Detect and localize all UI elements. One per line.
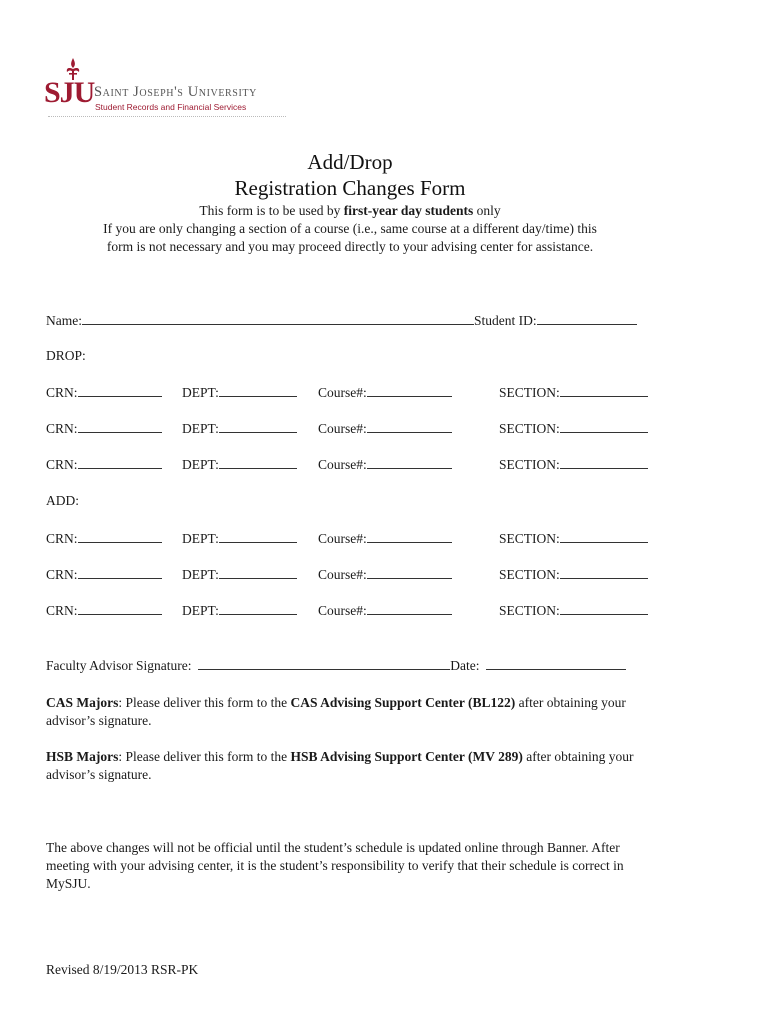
name-row xyxy=(46,312,637,329)
add-row xyxy=(46,602,162,619)
signature-field[interactable] xyxy=(198,657,450,670)
section-field[interactable] xyxy=(560,420,648,433)
add-row xyxy=(318,566,452,583)
course-label: Course#: xyxy=(318,531,367,546)
intro-emphasis: first-year day students xyxy=(343,203,474,218)
course-label: Course#: xyxy=(318,385,367,400)
cas-instruction xyxy=(46,694,666,730)
add-row xyxy=(182,566,297,583)
add-row xyxy=(182,530,297,547)
drop-row xyxy=(182,456,297,473)
date-field[interactable] xyxy=(486,657,626,670)
add-row xyxy=(499,530,648,547)
drop-row xyxy=(46,420,162,437)
dept-field[interactable] xyxy=(219,420,297,433)
course-label: Course#: xyxy=(318,567,367,582)
course-field[interactable] xyxy=(367,602,452,615)
drop-row xyxy=(318,384,452,401)
hsb-after: after obtaining your advisor’s signature. xyxy=(46,749,634,782)
cas-major-label: CAS Majors xyxy=(46,695,119,710)
course-field[interactable] xyxy=(367,420,452,433)
signature-row xyxy=(46,657,626,674)
drop-row xyxy=(318,420,452,437)
drop-row xyxy=(182,384,297,401)
revised-footer: Revised 8/19/2013 RSR-PK xyxy=(46,962,199,977)
course-field[interactable] xyxy=(367,384,452,397)
drop-row xyxy=(46,456,162,473)
course-label: Course#: xyxy=(318,457,367,472)
crn-label: CRN: xyxy=(46,457,78,472)
drop-row xyxy=(182,420,297,437)
dept-label: DEPT: xyxy=(182,531,219,546)
signature-label: Faculty Advisor Signature: xyxy=(46,658,192,673)
student-id-field[interactable] xyxy=(537,312,637,325)
dept-label: DEPT: xyxy=(182,385,219,400)
hsb-instruction xyxy=(46,748,666,784)
course-label: Course#: xyxy=(318,421,367,436)
date-label: Date: xyxy=(450,658,480,673)
intro-line3: form is not necessary and you may proceed directly to your advising center for assistance. xyxy=(106,239,594,254)
crn-label: CRN: xyxy=(46,421,78,436)
section-field[interactable] xyxy=(560,384,648,397)
logo-letters: SJU xyxy=(44,76,95,109)
drop-row xyxy=(499,420,648,437)
add-row xyxy=(318,530,452,547)
university-logo xyxy=(44,58,289,120)
dept-label: DEPT: xyxy=(182,457,219,472)
drop-row xyxy=(499,456,648,473)
university-name: Saint Joseph's University xyxy=(94,84,257,100)
section-label: SECTION: xyxy=(499,385,560,400)
drop-row xyxy=(46,384,162,401)
intro-text: This form is to be used by xyxy=(199,203,344,218)
add-row xyxy=(46,530,162,547)
cas-center: CAS Advising Support Center (BL122) xyxy=(290,695,516,710)
course-field[interactable] xyxy=(367,530,452,543)
logo-divider xyxy=(48,116,286,117)
name-field[interactable] xyxy=(82,312,474,325)
section-field[interactable] xyxy=(560,602,648,615)
cas-after: after obtaining your advisor’s signature. xyxy=(46,695,626,728)
course-field[interactable] xyxy=(367,566,452,579)
course-field[interactable] xyxy=(367,456,452,469)
crn-label: CRN: xyxy=(46,603,78,618)
crn-field[interactable] xyxy=(78,420,162,433)
form-title-line2: Registration Changes Form xyxy=(234,176,466,200)
crn-field[interactable] xyxy=(78,602,162,615)
crn-field[interactable] xyxy=(78,530,162,543)
department-name: Student Records and Financial Services xyxy=(95,102,247,112)
add-row xyxy=(46,566,162,583)
section-field[interactable] xyxy=(560,530,648,543)
dept-field[interactable] xyxy=(219,384,297,397)
dept-field[interactable] xyxy=(219,530,297,543)
section-label: SECTION: xyxy=(499,531,560,546)
dept-label: DEPT: xyxy=(182,421,219,436)
name-label: Name: xyxy=(46,313,82,328)
intro-text-end: only xyxy=(473,203,501,218)
crn-label: CRN: xyxy=(46,385,78,400)
crn-field[interactable] xyxy=(78,384,162,397)
intro-line2: If you are only changing a section of a course (i.e., same course at a different day/time) this xyxy=(103,221,597,236)
hsb-major-label: HSB Majors xyxy=(46,749,119,764)
crn-field[interactable] xyxy=(78,566,162,579)
dept-label: DEPT: xyxy=(182,567,219,582)
section-label: SECTION: xyxy=(499,421,560,436)
drop-row xyxy=(318,456,452,473)
add-row xyxy=(499,602,648,619)
drop-section-label: DROP: xyxy=(46,348,86,363)
crn-field[interactable] xyxy=(78,456,162,469)
dept-field[interactable] xyxy=(219,456,297,469)
section-label: SECTION: xyxy=(499,603,560,618)
section-field[interactable] xyxy=(560,456,648,469)
dept-field[interactable] xyxy=(219,602,297,615)
official-note: The above changes will not be official until the student’s schedule is updated online through Banner. After meeting with your advising center, it is the student’s responsibility to verify that their schedule is correct in MySJU. xyxy=(46,840,624,891)
dept-field[interactable] xyxy=(219,566,297,579)
add-section-label: ADD: xyxy=(46,493,79,508)
intro-line1 xyxy=(40,202,660,219)
form-title-line1: Add/Drop xyxy=(307,150,393,174)
add-row xyxy=(182,602,297,619)
section-label: SECTION: xyxy=(499,457,560,472)
drop-row xyxy=(499,384,648,401)
hsb-center: HSB Advising Support Center (MV 289) xyxy=(290,749,523,764)
add-row xyxy=(318,602,452,619)
student-id-label: Student ID: xyxy=(474,313,537,328)
section-field[interactable] xyxy=(560,566,648,579)
crn-label: CRN: xyxy=(46,531,78,546)
section-label: SECTION: xyxy=(499,567,560,582)
cas-text: : Please deliver this form to the xyxy=(118,695,291,710)
hsb-text: : Please deliver this form to the xyxy=(118,749,291,764)
course-label: Course#: xyxy=(318,603,367,618)
dept-label: DEPT: xyxy=(182,603,219,618)
crn-label: CRN: xyxy=(46,567,78,582)
add-row xyxy=(499,566,648,583)
